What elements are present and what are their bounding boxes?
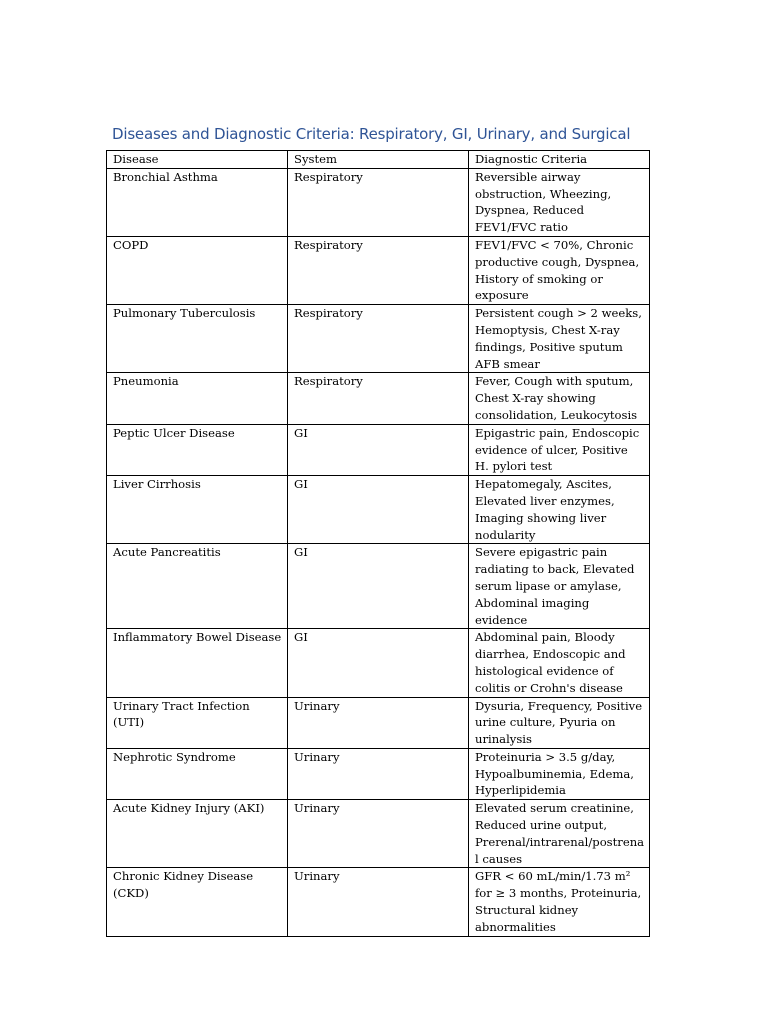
table-row [107,629,650,697]
column-header-system: System [288,151,469,169]
table-row [107,424,650,475]
column-header-criteria: Diagnostic Criteria [469,151,650,169]
system-cell: Respiratory [288,373,469,424]
disease-cell: Acute Pancreatitis [107,544,288,629]
criteria-cell: Fever, Cough with sputum, Chest X-ray showing consolidation, Leukocytosis [469,373,650,424]
disease-cell: Urinary Tract Infection (UTI) [107,697,288,748]
system-cell: Urinary [288,868,469,936]
criteria-cell: Dysuria, Frequency, Positive urine culture, Pyuria on urinalysis [469,697,650,748]
disease-cell: Bronchial Asthma [107,168,288,236]
table-row [107,236,650,304]
criteria-cell: Proteinuria > 3.5 g/day, Hypoalbuminemia, Edema, Hyperlipidemia [469,748,650,799]
system-cell: GI [288,544,469,629]
criteria-cell: Elevated serum creatinine, Reduced urine output, Prerenal/intrarenal/postrenal causes [469,800,650,868]
column-header-disease: Disease [107,151,288,169]
criteria-cell: GFR < 60 mL/min/1.73 m² for ≥ 3 months, Proteinuria, Structural kidney abnormalities [469,868,650,936]
disease-cell: Inflammatory Bowel Disease [107,629,288,697]
system-cell: Respiratory [288,236,469,304]
system-cell: Urinary [288,697,469,748]
table-row [107,800,650,868]
disease-cell: Pneumonia [107,373,288,424]
system-cell: Respiratory [288,168,469,236]
table-row [107,373,650,424]
page-title: Diseases and Diagnostic Criteria: Respiratory, GI, Urinary, and Surgical [112,125,631,143]
disease-cell: Peptic Ulcer Disease [107,424,288,475]
criteria-cell: Reversible airway obstruction, Wheezing, Dyspnea, Reduced FEV1/FVC ratio [469,168,650,236]
table-row [107,697,650,748]
disease-cell: Acute Kidney Injury (AKI) [107,800,288,868]
criteria-cell: Hepatomegaly, Ascites, Elevated liver enzymes, Imaging showing liver nodularity [469,476,650,544]
system-cell: GI [288,424,469,475]
table-row [107,544,650,629]
criteria-cell: Severe epigastric pain radiating to back, Elevated serum lipase or amylase, Abdominal imaging evidence [469,544,650,629]
criteria-cell: Epigastric pain, Endoscopic evidence of ulcer, Positive H. pylori test [469,424,650,475]
diagnostic-criteria-table [106,150,650,937]
disease-cell: Nephrotic Syndrome [107,748,288,799]
table-row [107,305,650,373]
system-cell: Urinary [288,748,469,799]
criteria-cell: FEV1/FVC < 70%, Chronic productive cough, Dyspnea, History of smoking or exposure [469,236,650,304]
system-cell: GI [288,476,469,544]
criteria-cell: Abdominal pain, Bloody diarrhea, Endoscopic and histological evidence of colitis or Crohn's disease [469,629,650,697]
system-cell: Respiratory [288,305,469,373]
disease-cell: Pulmonary Tuberculosis [107,305,288,373]
criteria-cell: Persistent cough > 2 weeks, Hemoptysis, Chest X-ray findings, Positive sputum AFB smear [469,305,650,373]
table-row [107,476,650,544]
system-cell: GI [288,629,469,697]
disease-cell: COPD [107,236,288,304]
disease-cell: Liver Cirrhosis [107,476,288,544]
table-row [107,748,650,799]
disease-cell: Chronic Kidney Disease (CKD) [107,868,288,936]
table-row [107,168,650,236]
system-cell: Urinary [288,800,469,868]
table-row [107,868,650,936]
table-header-row [107,151,650,169]
